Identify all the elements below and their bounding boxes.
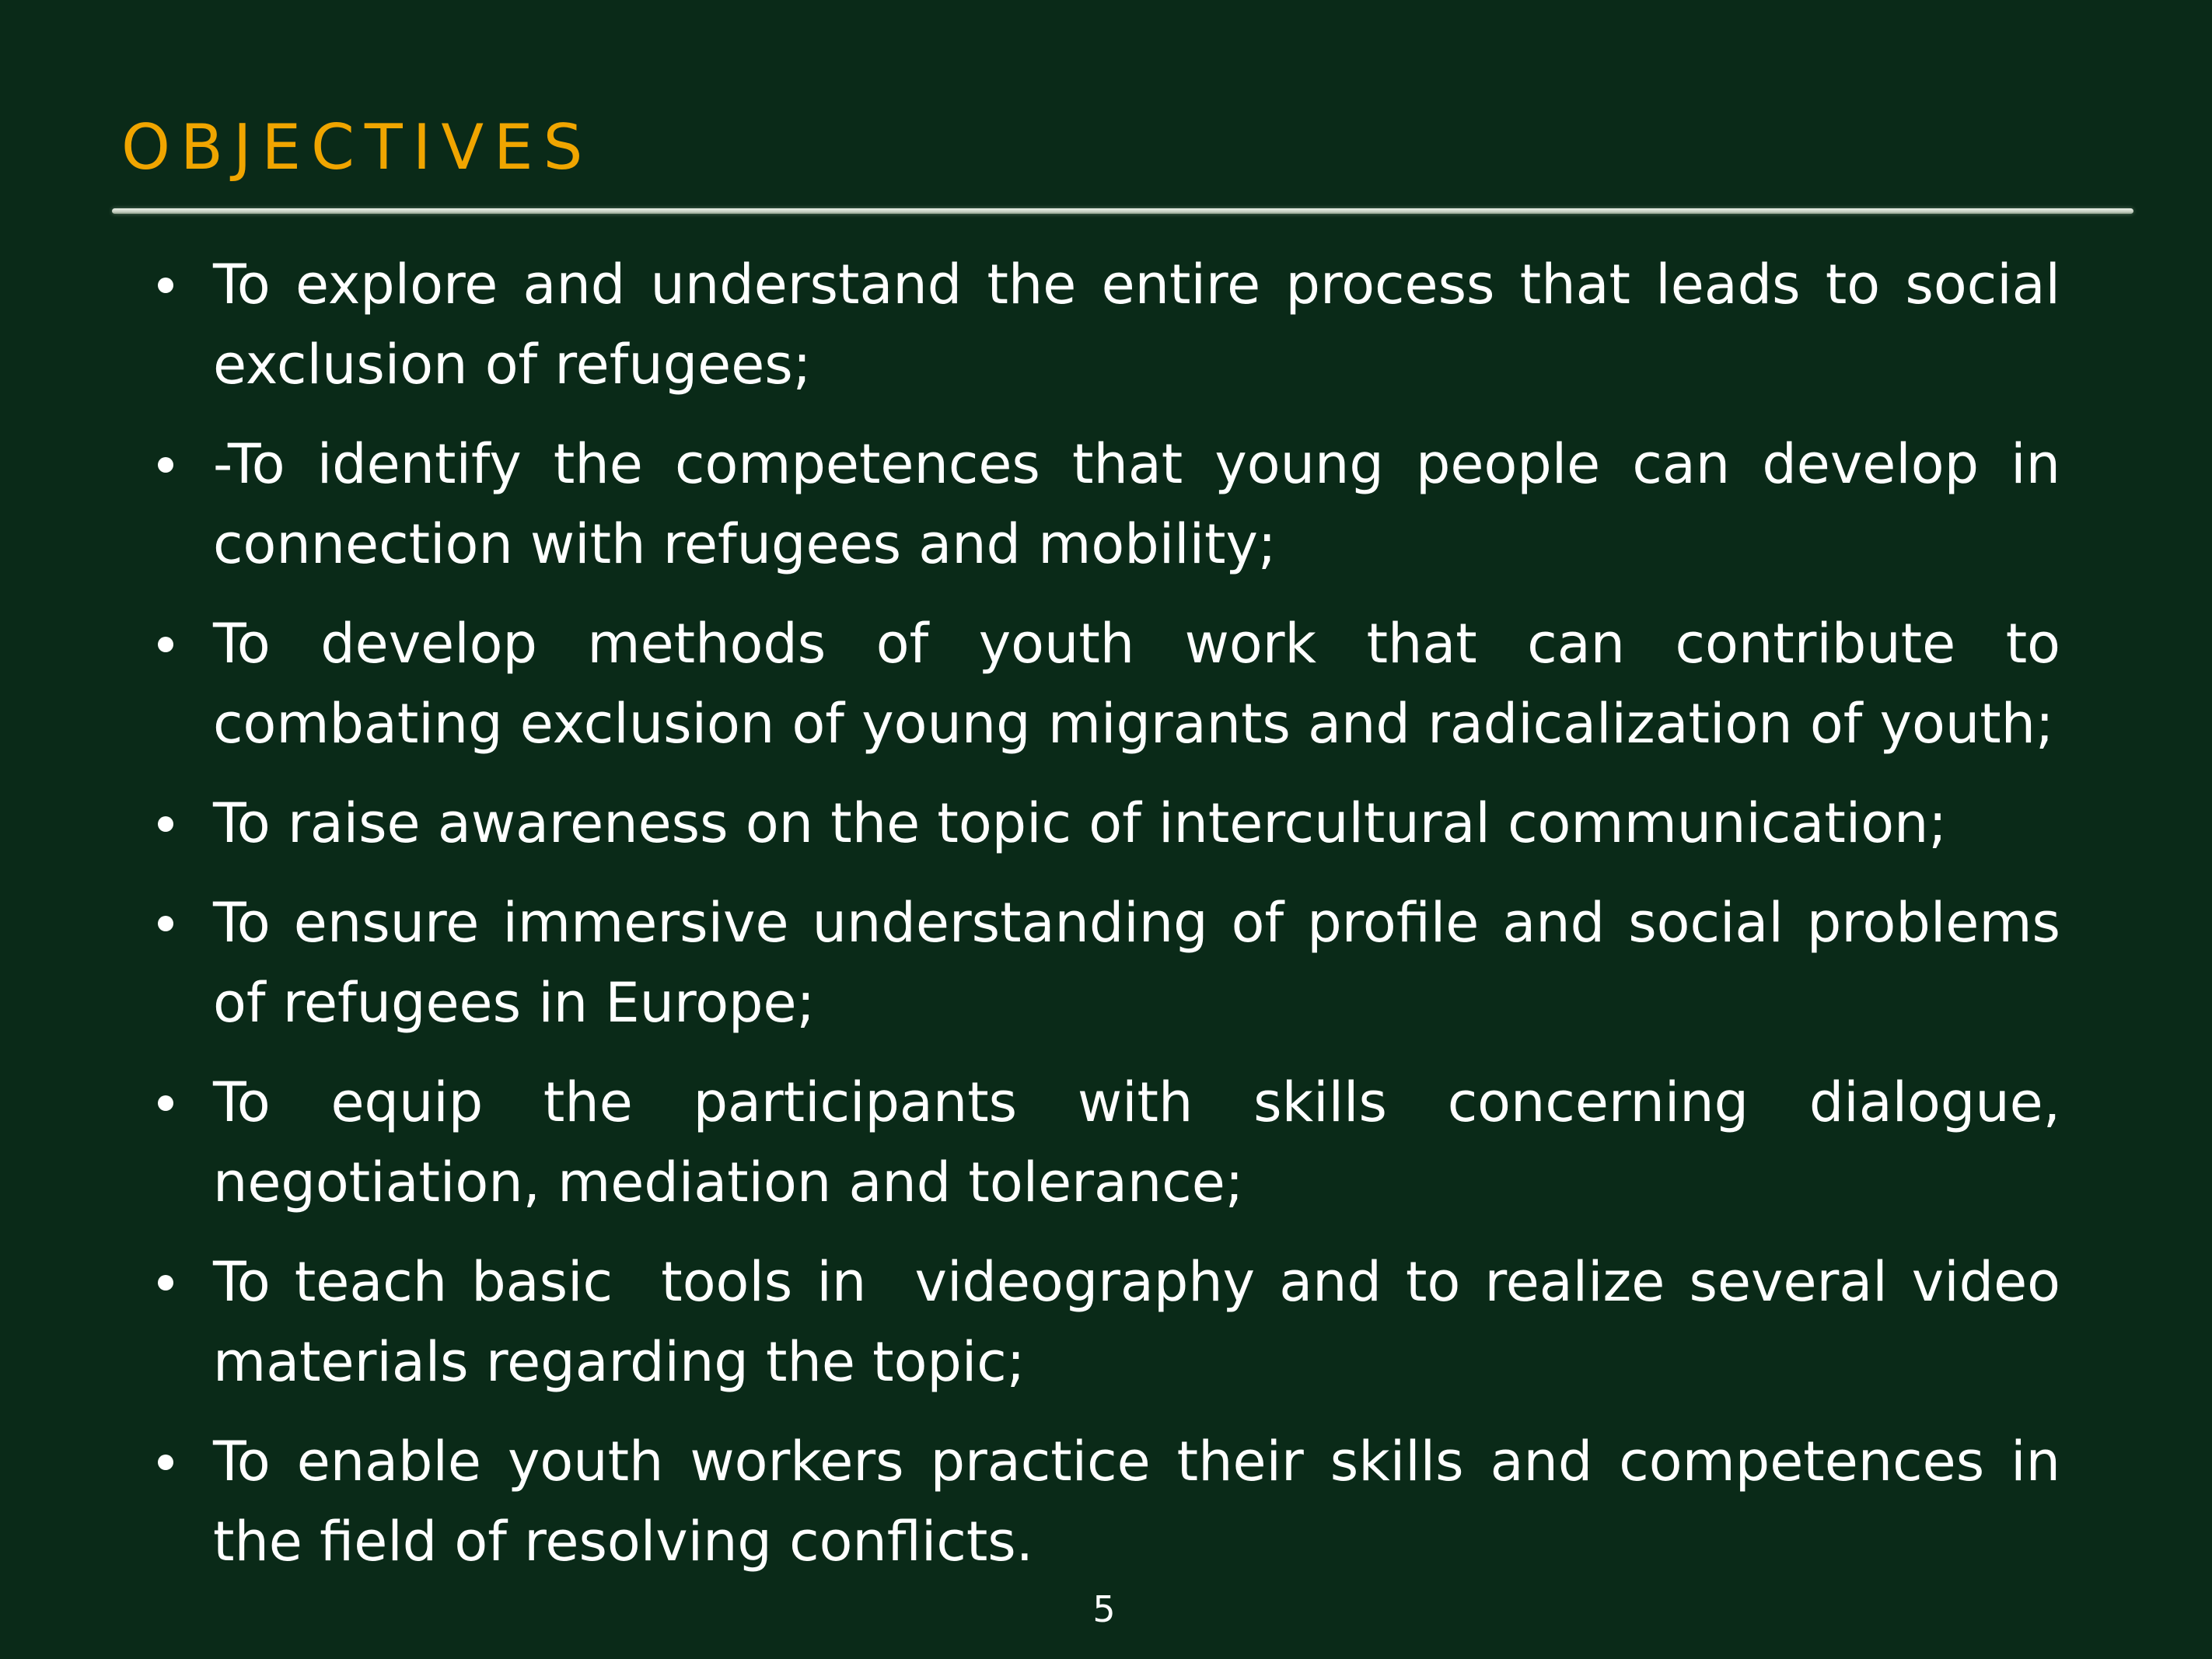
list-item-text: To enable youth workers practice their skills and competences in the field of resolving conflicts. — [213, 1430, 2060, 1573]
list-item — [148, 424, 2060, 585]
list-item — [148, 1422, 2060, 1582]
list-item-text: -To identify the competences that young people can develop in connection with refugees and mobility; — [213, 432, 2060, 576]
bullet-icon — [158, 457, 173, 473]
objectives-list — [148, 245, 2078, 1582]
list-item — [148, 1242, 2078, 1402]
list-item-text: To raise awareness on the topic of intercultural communication; — [213, 791, 1947, 855]
slide-title: OBJECTIVES — [121, 111, 593, 183]
list-item — [148, 883, 2060, 1043]
bullet-icon — [158, 816, 173, 832]
bullet-icon — [158, 1275, 173, 1291]
list-item-text: To equip the participants with skills concerning dialogue, negotiation, mediation and tolerance; — [213, 1070, 2060, 1214]
list-item-text: To develop methods of youth work that can contribute to combating exclusion of young migrants and radicalization of youth; — [213, 612, 2060, 756]
list-item — [148, 1063, 2060, 1223]
bullet-icon — [158, 1455, 173, 1470]
page-number: 5 — [1092, 1588, 1116, 1630]
bullet-icon — [158, 916, 173, 931]
bullet-icon — [158, 1095, 173, 1111]
bullet-icon — [158, 278, 173, 293]
list-item-text: To teach basic tools in videography and to realize several video materials regarding the topic; — [213, 1250, 2078, 1394]
list-item — [148, 604, 2060, 764]
title-divider — [112, 208, 2133, 214]
list-item — [148, 245, 2060, 405]
list-item-text: To explore and understand the entire process that leads to social exclusion of refugees; — [213, 253, 2060, 396]
list-item — [148, 784, 2060, 864]
list-item-text: To ensure immersive understanding of profile and social problems of refugees in Europe; — [213, 891, 2060, 1035]
bullet-icon — [158, 637, 173, 652]
